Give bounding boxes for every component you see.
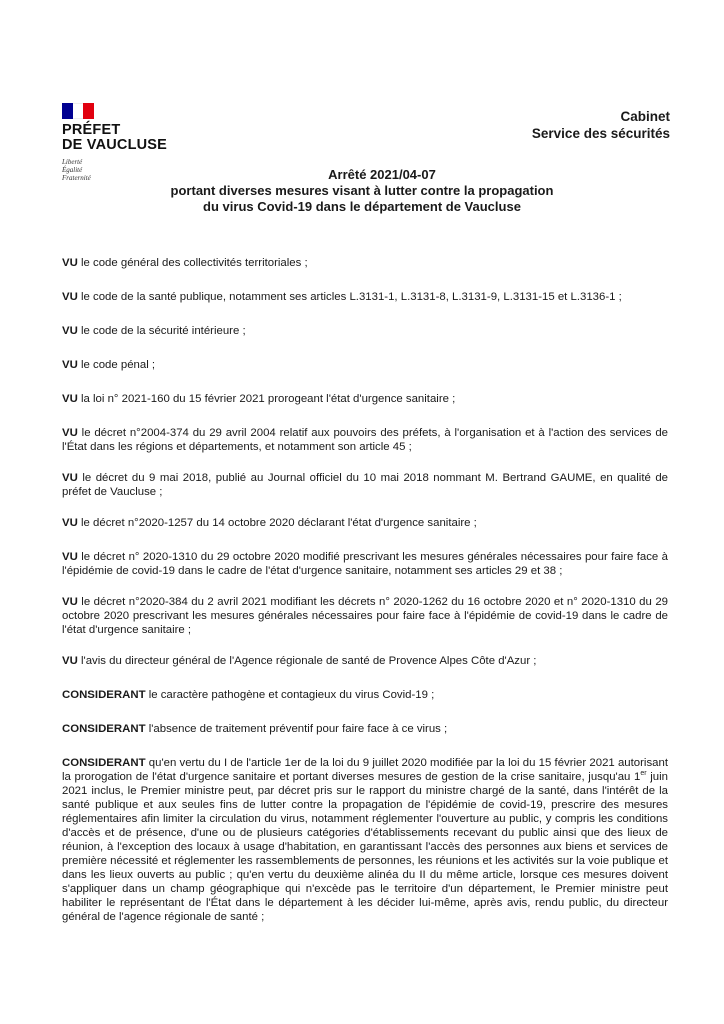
paragraph-keyword: VU	[62, 655, 78, 667]
paragraph	[62, 324, 668, 338]
decree-subject-line-1: portant diverses mesures visant à lutter contre la propagation	[170, 183, 554, 198]
decree-number: Arrêté 2021/04-07	[328, 167, 436, 182]
paragraph	[62, 256, 668, 270]
paragraph	[62, 471, 668, 499]
logo-line-2: DE VAUCLUSE	[62, 137, 168, 153]
paragraph-keyword: VU	[62, 427, 78, 439]
paragraph-text-a: qu'en vertu du I de l'article 1er de la loi du 9 juillet 2020 modifiée par la loi du 15 février 2021 autorisant la prorogation de l'état d'urgence sanitaire et portant diverses mesures de gestion de la crise sanitaire, jusqu'au 1	[62, 757, 668, 783]
paragraph	[62, 392, 668, 406]
paragraph-keyword: VU	[62, 551, 78, 563]
paragraph-text: le décret n°2020-1257 du 14 octobre 2020 déclarant l'état d'urgence sanitaire ;	[77, 517, 477, 529]
paragraph-keyword: CONSIDERANT	[62, 723, 146, 735]
paragraph-keyword: VU	[62, 472, 78, 484]
paragraph-keyword: VU	[62, 325, 78, 337]
ordinal-suffix: er	[640, 770, 647, 778]
paragraph-text: le décret n° 2020-1310 du 29 octobre 2020 modifié prescrivant les mesures générales nécessaires pour faire face à l'épidémie de covid-19 dans le cadre de l'état d'urgence sanitaire, notamment ses articles 29 et 38 ;	[62, 551, 668, 577]
paragraph-text: le code pénal ;	[77, 359, 156, 371]
paragraph-keyword: VU	[62, 291, 78, 303]
paragraph-text: le code général des collectivités territoriales ;	[77, 257, 308, 269]
paragraph-text: le code de la santé publique, notamment ses articles L.3131-1, L.3131-8, L.3131-9, L.3131-15 et L.3136-1 ;	[77, 291, 622, 303]
paragraph-keyword: VU	[62, 359, 78, 371]
paragraph	[62, 654, 668, 668]
paragraph-text: le décret du 9 mai 2018, publié au Journal officiel du 10 mai 2018 nommant M. Bertrand GAUME, en qualité de préfet de Vaucluse ;	[62, 472, 668, 498]
motto-egalite: Égalité	[62, 166, 83, 174]
office-header	[532, 108, 670, 142]
paragraph-text: le caractère pathogène et contagieux du virus Covid-19 ;	[145, 689, 435, 701]
paragraph-text: le décret n°2004-374 du 29 avril 2004 relatif aux pouvoirs des préfets, à l'organisation et à l'action des services de l'État dans les régions et départements, et notamment son article 45 ;	[62, 427, 668, 453]
decree-body	[62, 256, 668, 944]
paragraph	[62, 722, 668, 736]
paragraph	[62, 595, 668, 637]
decree-title	[0, 167, 724, 215]
paragraph-text: l'avis du directeur général de l'Agence régionale de santé de Provence Alpes Côte d'Azur ;	[77, 655, 537, 667]
logo-line-1: PRÉFET	[62, 122, 121, 138]
paragraph	[62, 358, 668, 372]
paragraph-text: le décret n°2020-384 du 2 avril 2021 modifiant les décrets n° 2020-1262 du 16 octobre 2020 et n° 2020-1310 du 29 octobre 2020 prescrivant les mesures générales nécessaires pour faire face à l'épidémie de covid-19 dans le cadre de l'état d'urgence sanitaire ;	[62, 596, 668, 636]
paragraph-keyword: CONSIDERANT	[62, 757, 146, 769]
motto-fraternite: Fraternité	[62, 174, 91, 182]
paragraph-text-b: juin 2021 inclus, le Premier ministre peut, par décret pris sur le rapport du ministre chargé de la santé, dans l'intérêt de la santé publique et aux seules fins de lutter contre la propagation de l'épidémie de covid-19, prescrire des mesures réglementaires afin limiter la circulation du virus, notamment réglementer l'ouverture au public, y compris les conditions d'accès et de présence, d'une ou de plusieurs catégories d'établissements recevant du public ainsi que des lieux de réunion, à l'exception des locaux à usage d'habitation, en garantissant l'accès des personnes aux biens et services de première nécessité et réglementer les rassemblements de personnes, les réunions et les activités sur la voie publique et dans les lieux ouverts au public ; qu'en vertu du deuxième alinéa du II du même article, lorsque ces mesures doivent s'appliquer dans un champ géographique qui n'excède pas le territoire d'un département, le Premier ministre peut habiliter le représentant de l'État dans le département à les décider lui-même, après avis, rendu public, du directeur général de l'agence régionale de santé ;	[62, 771, 668, 923]
paragraph-long	[62, 756, 668, 924]
paragraph	[62, 290, 668, 304]
paragraph-keyword: VU	[62, 257, 78, 269]
french-flag-icon	[62, 103, 94, 119]
paragraph	[62, 550, 668, 578]
paragraph	[62, 688, 668, 702]
motto-liberte: Liberté	[62, 158, 83, 166]
paragraph-keyword: VU	[62, 393, 78, 405]
paragraph	[62, 426, 668, 454]
paragraph	[62, 516, 668, 530]
decree-subject-line-2: du virus Covid-19 dans le département de Vaucluse	[203, 199, 521, 214]
office-cabinet: Cabinet	[620, 109, 670, 124]
paragraph-keyword: CONSIDERANT	[62, 689, 146, 701]
paragraph-keyword: VU	[62, 596, 78, 608]
paragraph-keyword: VU	[62, 517, 78, 529]
paragraph-text: l'absence de traitement préventif pour faire face à ce virus ;	[145, 723, 448, 735]
office-service: Service des sécurités	[531, 126, 670, 141]
paragraph-text: le code de la sécurité intérieure ;	[77, 325, 246, 337]
paragraph-text: la loi n° 2021-160 du 15 février 2021 prorogeant l'état d'urgence sanitaire ;	[77, 393, 456, 405]
